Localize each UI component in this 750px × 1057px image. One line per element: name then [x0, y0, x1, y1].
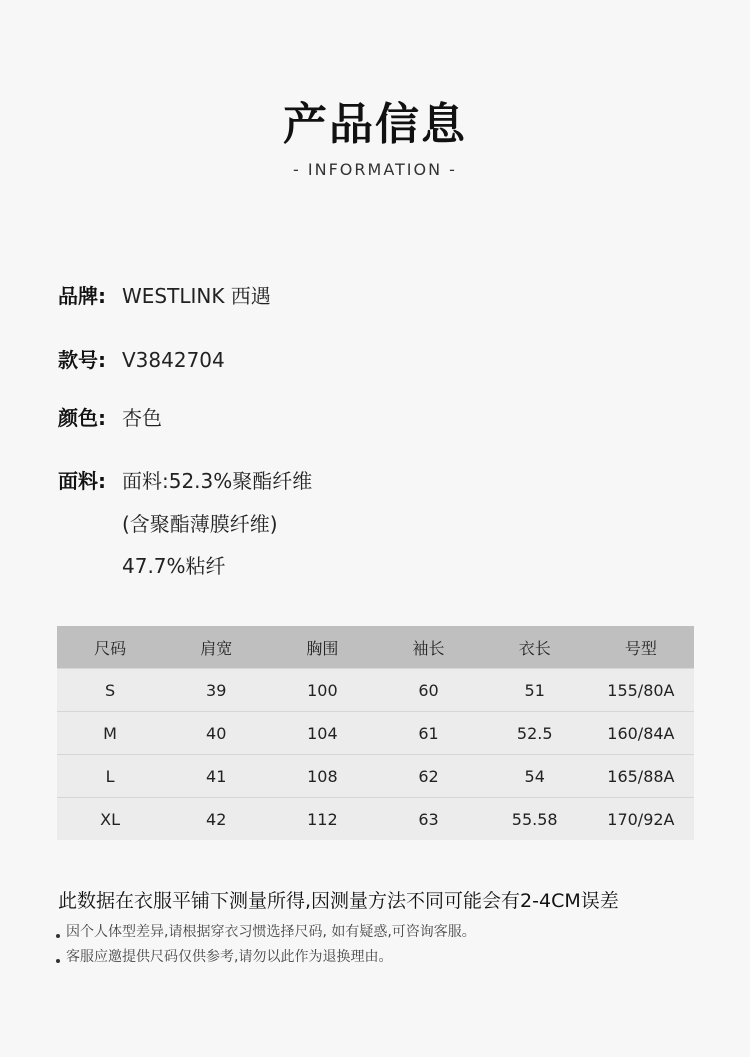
table-cell: 62 [375, 755, 481, 798]
table-cell: 100 [269, 669, 375, 712]
table-cell: 155/80A [588, 669, 694, 712]
table-cell: 61 [375, 712, 481, 755]
tip-text: 客服应邀提供尺码仅供参考,请勿以此作为退换理由。 [66, 949, 393, 965]
table-cell: 55.58 [482, 798, 588, 841]
table-cell: 52.5 [482, 712, 588, 755]
tip-item [56, 921, 476, 941]
table-row [57, 712, 694, 755]
page-subtitle: - INFORMATION - [293, 160, 457, 179]
brand-value: WESTLINK 西遇 [122, 284, 271, 308]
col-header-size: 尺码 [57, 626, 163, 669]
table-cell: M [57, 712, 163, 755]
table-cell: 60 [375, 669, 481, 712]
color-value: 杏色 [122, 406, 162, 430]
style-no-value: V3842704 [122, 348, 225, 372]
col-header-chest: 胸围 [269, 626, 375, 669]
table-cell: 42 [163, 798, 269, 841]
table-cell: 165/88A [588, 755, 694, 798]
table-cell: 104 [269, 712, 375, 755]
table-row [57, 669, 694, 712]
table-cell: L [57, 755, 163, 798]
brand-row [58, 280, 271, 309]
color-label: 颜色: [58, 406, 106, 430]
table-cell: 40 [163, 712, 269, 755]
table-cell: XL [57, 798, 163, 841]
bullet-icon [56, 934, 60, 938]
size-table [57, 626, 694, 840]
table-cell: 51 [482, 669, 588, 712]
table-cell: 108 [269, 755, 375, 798]
table-cell: S [57, 669, 163, 712]
table-header-row [57, 626, 694, 669]
col-header-fit: 号型 [588, 626, 694, 669]
table-row [57, 755, 694, 798]
style-no-label: 款号: [58, 348, 106, 372]
table-cell: 39 [163, 669, 269, 712]
tip-item [56, 946, 392, 966]
fabric-line: 面料:52.3%聚酯纤维 [122, 469, 313, 493]
table-cell: 54 [482, 755, 588, 798]
col-header-length: 衣长 [482, 626, 588, 669]
measurement-note: 此数据在衣服平铺下测量所得,因测量方法不同可能会有2-4CM误差 [58, 890, 619, 912]
page-title: 产品信息 [283, 99, 467, 150]
col-header-sleeve: 袖长 [375, 626, 481, 669]
table-cell: 160/84A [588, 712, 694, 755]
table-row [57, 798, 694, 841]
bullet-icon [56, 959, 60, 963]
fabric-line: (含聚酯薄膜纤维) [122, 512, 278, 536]
brand-label: 品牌: [58, 284, 106, 308]
tip-text: 因个人体型差异,请根据穿衣习惯选择尺码, 如有疑惑,可咨询客服。 [66, 924, 476, 940]
style-no-row [58, 344, 225, 373]
fabric-row [58, 465, 122, 494]
fabric-line: 47.7%粘纤 [122, 554, 226, 578]
col-header-shoulder: 肩宽 [163, 626, 269, 669]
table-cell: 63 [375, 798, 481, 841]
table-cell: 170/92A [588, 798, 694, 841]
fabric-label: 面料: [58, 469, 106, 493]
color-row [58, 402, 162, 431]
table-cell: 41 [163, 755, 269, 798]
table-cell: 112 [269, 798, 375, 841]
